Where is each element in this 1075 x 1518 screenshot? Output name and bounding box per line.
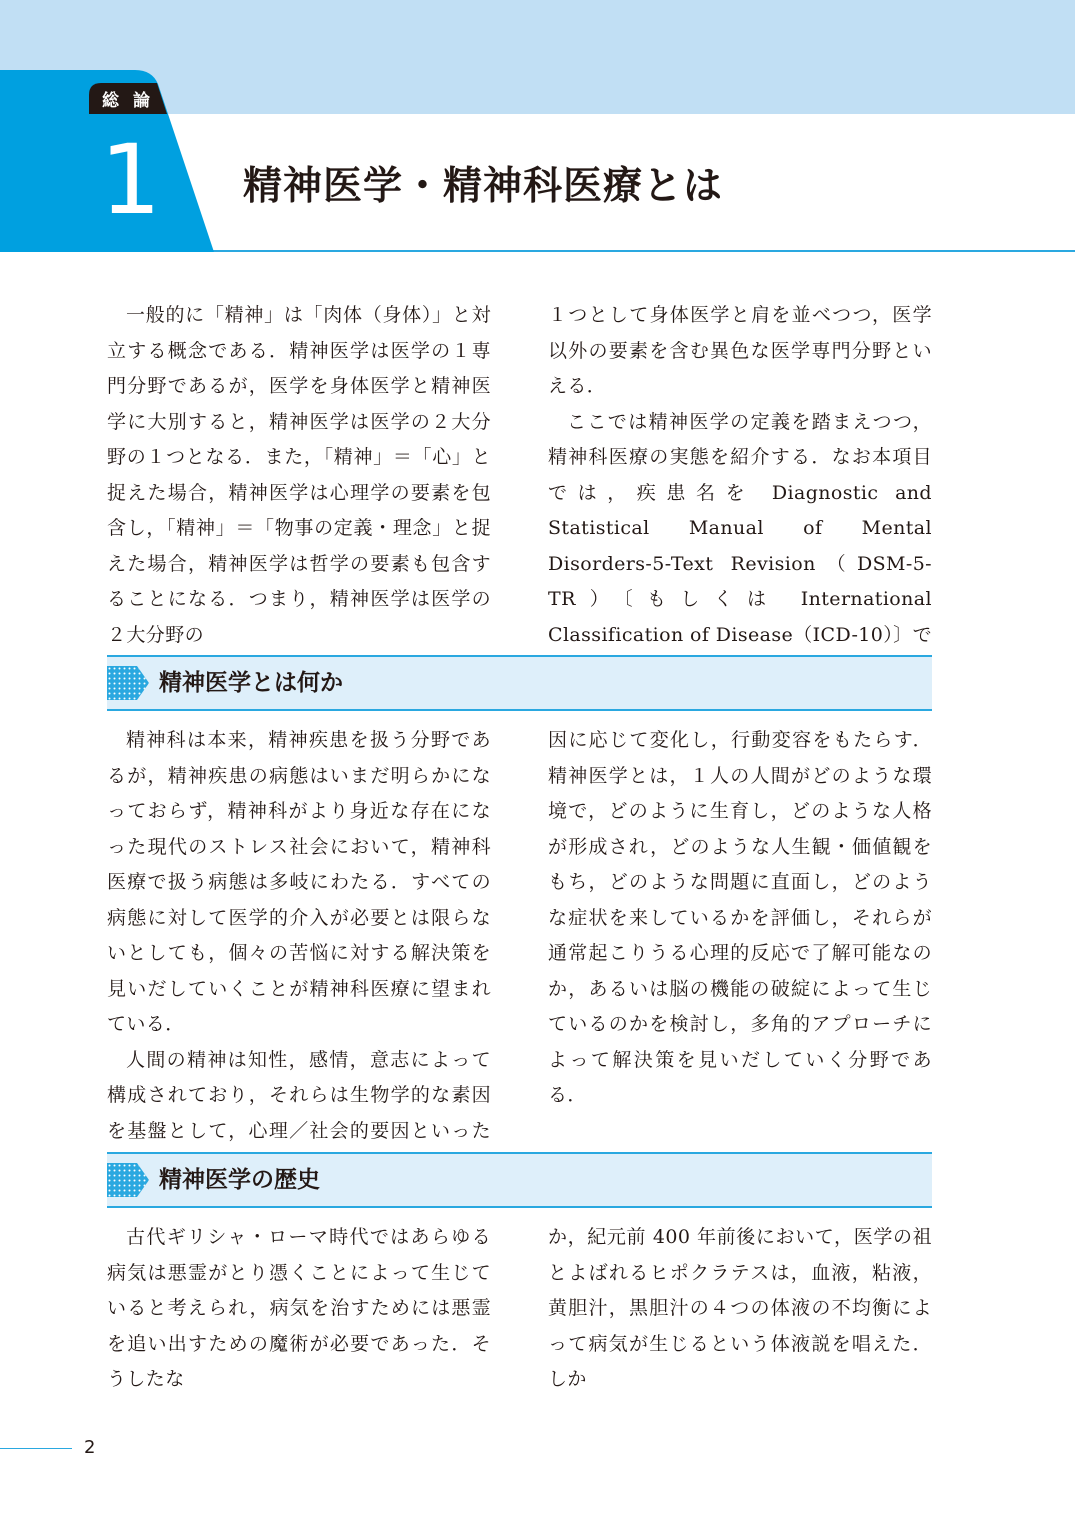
- section1-left-column: [107, 723, 491, 1185]
- chapter-number: 1: [100, 124, 162, 236]
- section2-right-column: [548, 1220, 932, 1398]
- paragraph: 人間の精神は知性，感情，意志によって構成されており，それらは生物学的な素因を基盤として，心理／社会的要因といった: [107, 1048, 491, 1142]
- section2-left-column: [107, 1220, 491, 1398]
- section-arrow-icon: [107, 666, 151, 700]
- page-number: 2: [84, 1437, 96, 1458]
- category-label: 総 論: [102, 91, 154, 111]
- paragraph: ここでは精神医学の定義を踏まえつつ，精神科医療の実態を紹介する．なお本項目では，疾患名を Diagnostic and Statistical Manual of Mental Disorders-5-Text Revision（DSM-5-TR）〔もしくは International Classification of Disease（ICD-10）〕で: [548, 410, 932, 646]
- paragraph: 一般的に「精神」は「肉体（身体）」と対立する概念である．精神医学は医学の１専門分野であるが，医学を身体医学と精神医学に大別すると，精神医学は医学の２大分野の１つとなる．また，「精神」＝「心」と捉えた場合，精神医学は心理学の要素を包含し，「精神」＝「物事の定義・理念」と捉えた場合，精神医学は哲学の要素も包含することになる．つまり，精神医学は医学の２大分野の: [107, 304, 491, 646]
- paragraph: 古代ギリシャ・ローマ時代ではあらゆる病気は悪霊がとり憑くことによって生じていると考えられ，病気を治すためには悪霊を追い出すための魔術が必要であった．そうしたな: [107, 1226, 491, 1390]
- section-title: 精神医学の歴史: [159, 1167, 320, 1193]
- intro-right-column: [548, 298, 932, 689]
- section-heading: [107, 655, 932, 711]
- section-title: 精神医学とは何か: [159, 670, 343, 696]
- footer-rule: [0, 1448, 72, 1449]
- paragraph: 精神科は本来，精神疾患を扱う分野であるが，精神疾患の病態はいまだ明らかになっておらず，精神科がより身近な存在になった現代のストレス社会において，精神科医療で扱う病態は多岐にわたる．すべての病態に対して医学的介入が必要とは限らないとしても，個々の苦悩に対する解決策を見いだしていくことが精神科医療に望まれている．: [107, 729, 491, 1035]
- paragraph: か，紀元前 400 年前後において，医学の祖とよばれるヒポクラテスは，血液，粘液，黄胆汁，黒胆汁の４つの体液の不均衡によって病気が生じるという体液説を唱えた．しか: [548, 1226, 932, 1390]
- paragraph: １つとして身体医学と肩を並べつつ，医学以外の要素を含む異色な医学専門分野といえる．: [548, 304, 932, 397]
- section1-right-column: [548, 723, 932, 1114]
- section-arrow-icon: [107, 1163, 151, 1197]
- page-title: 精神医学・精神科医療とは: [243, 164, 724, 209]
- section-heading: [107, 1152, 932, 1208]
- header-rule: [210, 250, 1075, 252]
- paragraph: 因に応じて変化し，行動変容をもたらす．精神医学とは，１人の人間がどのような環境で，どのように生育し，どのような人格が形成され，どのような人生観・価値観をもち，どのような問題に直面し，どのような症状を来しているかを評価し，それらが通常起こりうる心理的反応で了解可能なのか，あるいは脳の機能の破綻によって生じているのかを検討し，多角的アプローチによって解決策を見いだしていく分野である．: [548, 729, 932, 1106]
- intro-left-column: [107, 298, 491, 653]
